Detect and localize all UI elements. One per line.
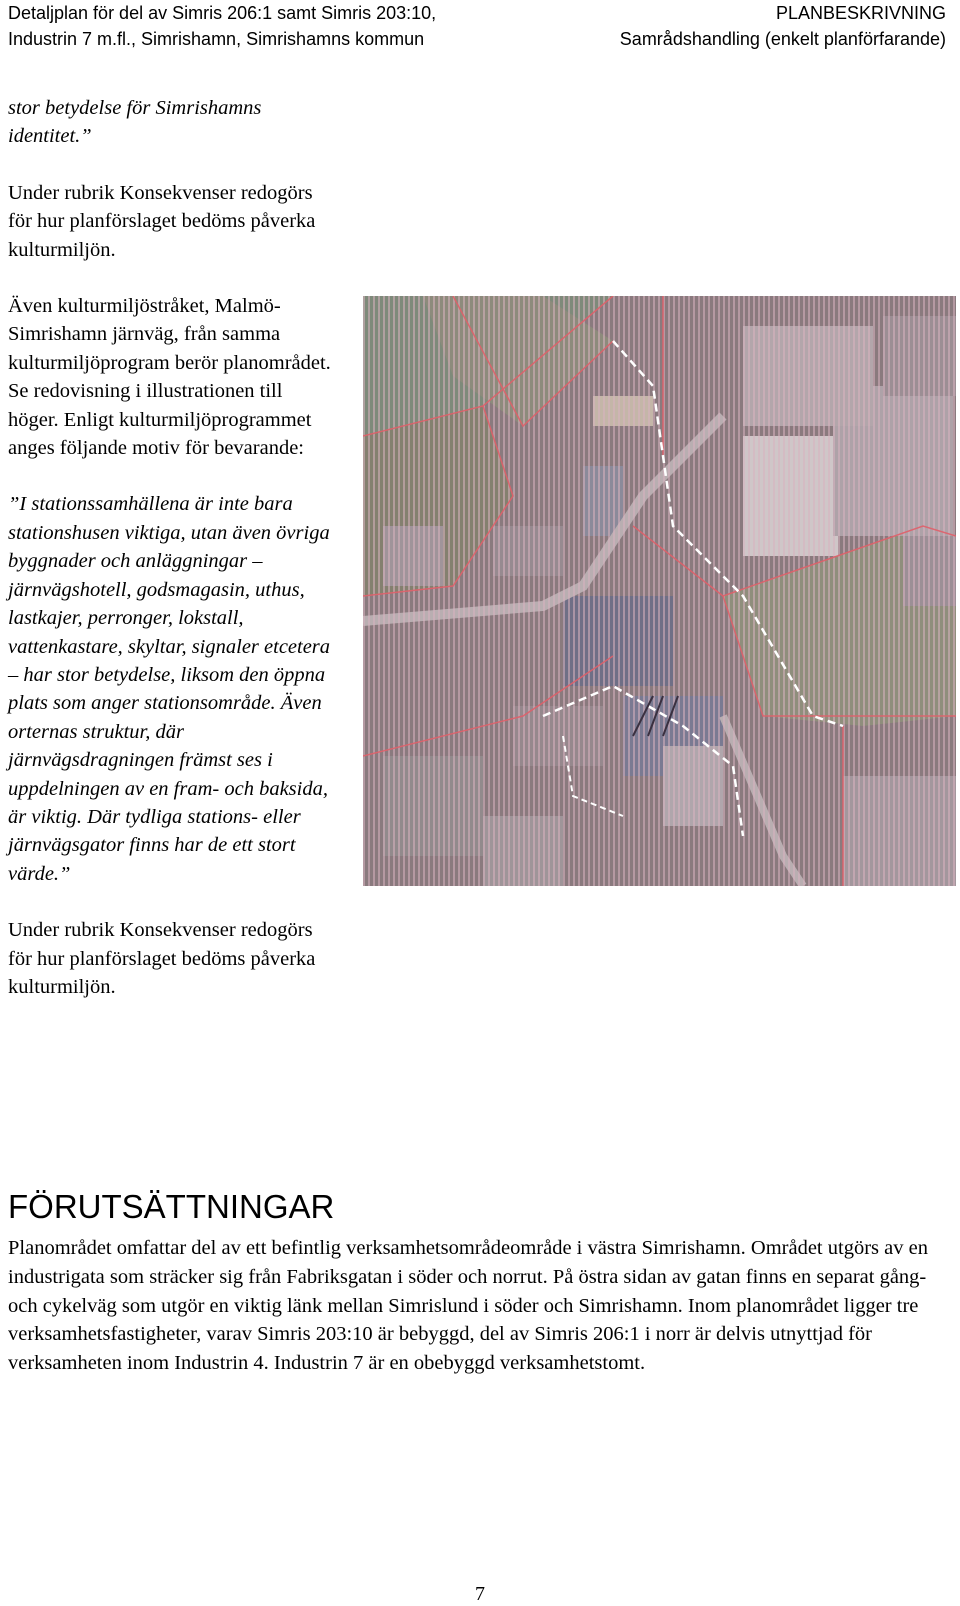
quote-ending: stor betydelse för Simrishamns identitet.” [8,97,262,148]
aerial-map-svg [363,296,956,886]
consequences-paragraph: Under rubrik Konsekvenser redogörs för hur planförslaget bedöms påverka kulturmiljön. [8,181,316,261]
section-heading: FÖRUTSÄTTNINGAR [8,1188,335,1225]
document-header-right [620,0,946,52]
section-body: Planområdet omfattar del av ett befintlig verksamhetsområdeområde i västra Simrishamn. Området utgörs av en industrigata som sträcker sig från Fabriksgatan i söder och norrut. På östra sidan av gatan finns en separat gång- och cykelväg som utgör en viktig länk mellan Simrislund i söder och Simrishamn. Inom planområdet ligger tre verksamhetsfastigheter, varav Simris 203:10 är bebyggd, del av Simris 206:1 i norr är delvis utnyttjad för verksamheten inom Industrin 4. Industrin 7 är en obebyggd verksamhetstomt. [8,1237,928,1375]
header-title-line2: Industrin 7 m.fl., Simrishamn, Simrishamns kommun [8,29,425,49]
aerial-map-illustration [363,296,956,886]
cultural-program-quote: ”I stationssamhällena är inte bara stationshusen viktiga, utan även övriga byggnader och anläggningar – järnvägshotell, godsmagasin, uthus, lastkajer, perronger, lokstall, vattenkastare, skyltar, signaler etcetera – har stor betydelse, liksom den öppna plats som anger stationsområde. Även orternas struktur, där järnvägsdragningen främst ses i uppdelningen av en fram- och baksida, är viktig. Där tydliga stations- eller järnvägsgator finns har de ett stort värde.” [8,493,331,885]
header-doc-status: Samrådshandling (enkelt planförfarande) [619,29,946,49]
text-column [8,94,338,1001]
page-number: 7 [475,1583,485,1605]
consequences-paragraph-2: Under rubrik Konsekvenser redogörs för hur planförslaget bedöms påverka kulturmiljön. [8,919,316,998]
header-doc-type: PLANBESKRIVNING [775,3,946,23]
railway-paragraph: Även kulturmiljöstråket, Malmö-Simrishamn järnväg, från samma kulturmiljöprogram berör planområdet. Se redovisning i illustrationen till höger. Enligt kulturmiljöprogrammet anges följande motiv för bevarande: [8,295,331,460]
document-header-left [8,0,436,52]
header-title-line1: Detaljplan för del av Simris 206:1 samt Simris 203:10, [8,3,437,23]
